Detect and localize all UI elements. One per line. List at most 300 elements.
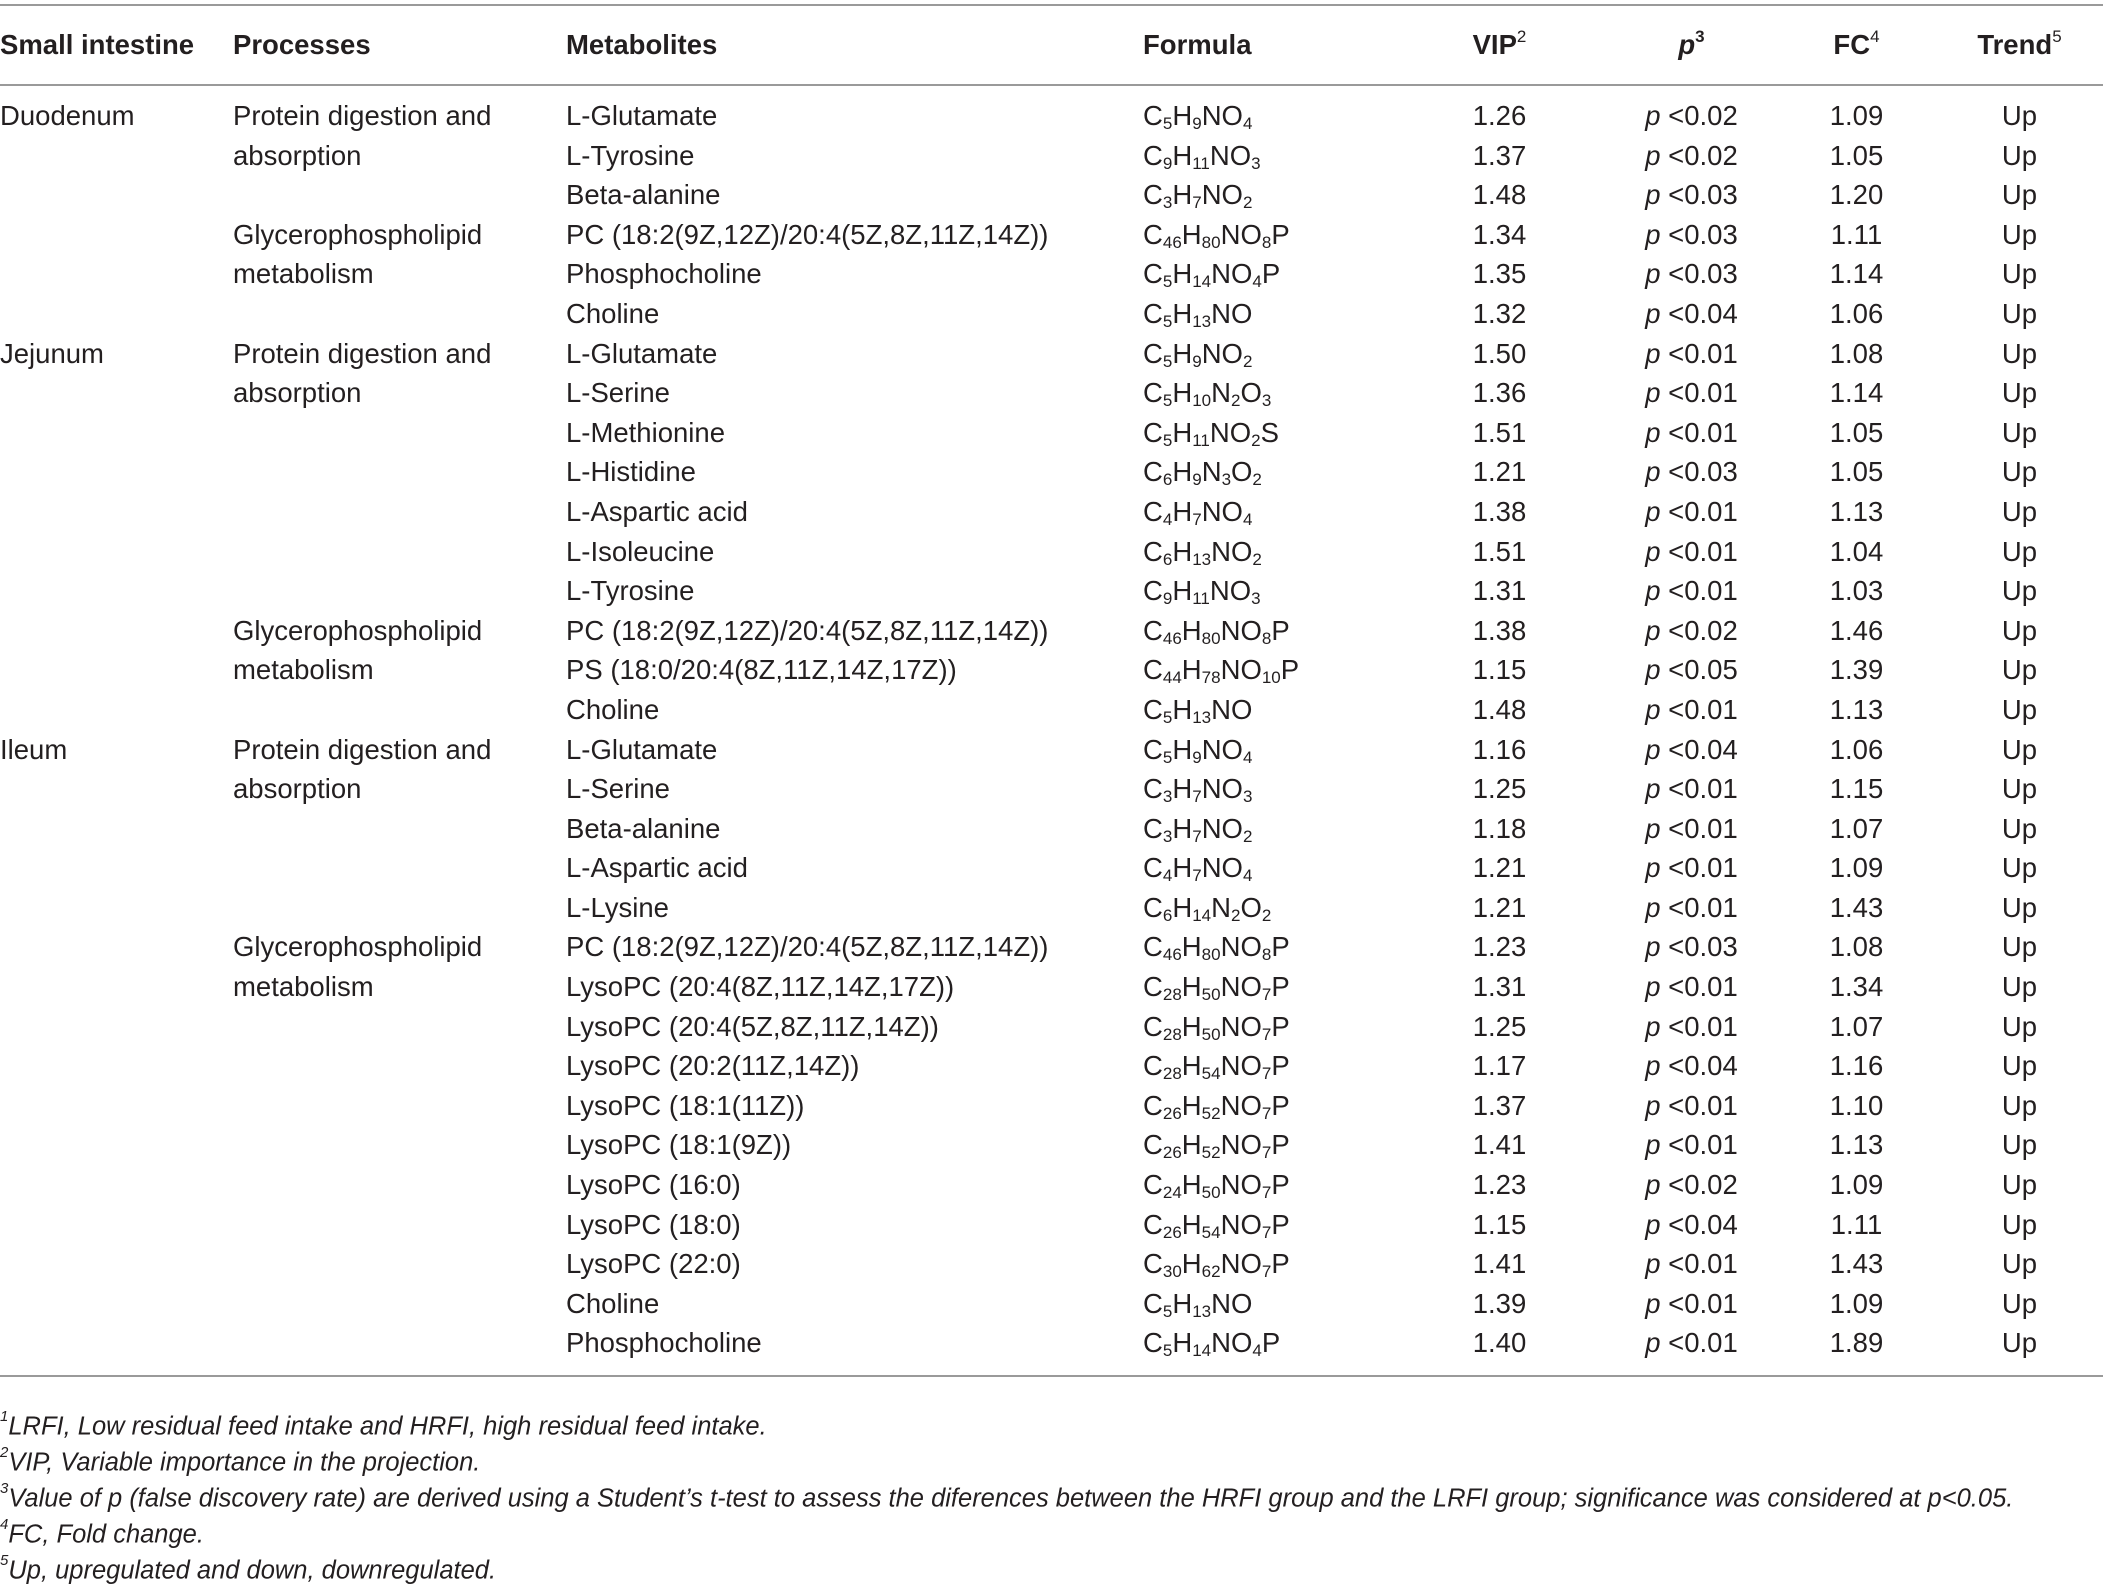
header-vip-label: VIP (1472, 29, 1517, 61)
formula-element: H (1172, 773, 1193, 805)
formula-element: H (1172, 891, 1193, 923)
vip-cell: 1.51 (1472, 416, 1527, 448)
fc-cell: 1.04 (1829, 535, 1884, 567)
p-threshold: <0.04 (1668, 297, 1738, 329)
metabolite-cell: L-Lysine (566, 891, 669, 923)
formula-subscript: 54 (1201, 1064, 1221, 1084)
fc-cell: 1.13 (1829, 495, 1884, 527)
formula-element: C (1143, 654, 1163, 686)
formula-subscript: 4 (1242, 509, 1253, 529)
vip-cell: 1.50 (1472, 337, 1527, 369)
formula-element: C (1143, 733, 1163, 765)
formula-element: C (1143, 297, 1163, 329)
vip-cell: 1.21 (1472, 456, 1527, 488)
bottom-rule (0, 1363, 2103, 1376)
formula-cell (1143, 1284, 1393, 1324)
fc-cell: 1.43 (1829, 891, 1884, 923)
formula-cell (1143, 413, 1393, 453)
header-formula-label: Formula (1143, 29, 1252, 60)
p-value-cell (1606, 96, 1777, 136)
formula-subscript: 2 (1231, 391, 1241, 411)
formula-subscript: 46 (1162, 945, 1182, 965)
p-value-cell (1606, 690, 1777, 730)
p-value-cell (1606, 1165, 1777, 1205)
formula-element: C (1143, 1050, 1163, 1082)
formula-element: P (1261, 1327, 1281, 1359)
metabolite-cell: L-Serine (566, 773, 670, 805)
vip-cell: 1.31 (1472, 971, 1527, 1003)
p-symbol: p (1645, 1248, 1661, 1280)
p-threshold: <0.03 (1668, 258, 1738, 290)
formula-subscript: 26 (1162, 1103, 1182, 1123)
trend-cell: Up (2001, 852, 2038, 884)
formula-cell (1143, 532, 1393, 572)
formula-element: C (1143, 1208, 1163, 1240)
p-threshold: <0.01 (1668, 575, 1738, 607)
p-threshold: <0.01 (1668, 535, 1738, 567)
p-value-cell (1606, 413, 1777, 453)
formula-subscript: 4 (1252, 1341, 1262, 1361)
formula-element: NO (1220, 1169, 1262, 1201)
footnote-text: Up, upregulated and down, downregulated. (8, 1556, 497, 1585)
p-threshold: <0.01 (1668, 1089, 1738, 1121)
footnote-text: LRFI, Low residual feed intake and HRFI, high residual feed intake. (8, 1412, 767, 1441)
formula-element: N (1211, 891, 1232, 923)
p-threshold: <0.01 (1668, 377, 1738, 409)
formula-subscript: 4 (1162, 866, 1173, 886)
formula-subscript: 2 (1242, 826, 1253, 846)
trend-cell: Up (2001, 456, 2038, 488)
metabolite-cell: Phosphocholine (566, 1327, 762, 1359)
trend-cell: Up (2001, 1169, 2038, 1201)
formula-element: H (1172, 139, 1193, 171)
formula-element: H (1181, 1010, 1202, 1042)
p-symbol: p (1645, 337, 1661, 369)
trend-cell: Up (2001, 218, 2038, 250)
formula-element: NO (1220, 931, 1262, 963)
formula-element: NO (1211, 535, 1253, 567)
formula-element: H (1172, 852, 1193, 884)
trend-cell: Up (2001, 773, 2038, 805)
formula-subscript: 3 (1261, 391, 1272, 411)
p-threshold: <0.03 (1668, 179, 1738, 211)
footnote-mark: 5 (0, 1552, 9, 1569)
fc-cell: 1.05 (1829, 139, 1884, 171)
process-cell: Protein digestion and absorption (233, 100, 492, 171)
p-threshold: <0.03 (1668, 931, 1738, 963)
formula-subscript: 3 (1251, 153, 1261, 173)
formula-subscript: 9 (1192, 114, 1202, 133)
p-value-cell (1606, 215, 1777, 255)
footnote (0, 1439, 2103, 1475)
p-value-cell (1606, 571, 1777, 611)
formula-subscript: 4 (1162, 509, 1173, 529)
fc-cell: 1.08 (1829, 931, 1884, 963)
metabolite-cell: Choline (566, 693, 660, 725)
header-metabolites-label: Metabolites (566, 29, 718, 60)
formula-element: H (1181, 1129, 1202, 1161)
formula-element: NO (1201, 100, 1243, 131)
fc-cell: 1.08 (1829, 337, 1884, 369)
formula-element: H (1181, 1248, 1202, 1280)
p-threshold: <0.01 (1668, 891, 1738, 923)
formula-subscript: 2 (1242, 351, 1253, 371)
formula-subscript: 5 (1162, 1341, 1173, 1361)
formula-subscript: 11 (1192, 430, 1210, 450)
footnotes (0, 1403, 2103, 1583)
p-value-cell (1606, 730, 1777, 770)
formula-element: H (1181, 1208, 1202, 1240)
formula-element: H (1172, 693, 1193, 725)
formula-element: S (1260, 416, 1279, 448)
formula-element: H (1172, 575, 1193, 607)
fc-cell: 1.14 (1829, 377, 1884, 409)
formula-cell (1143, 452, 1393, 492)
p-value-cell (1606, 492, 1777, 532)
formula-element: C (1143, 931, 1163, 963)
formula-element: O (1231, 456, 1253, 488)
p-threshold: <0.01 (1668, 1327, 1738, 1359)
trend-cell: Up (2001, 1010, 2038, 1042)
formula-subscript: 2 (1252, 470, 1262, 490)
formula-subscript: 5 (1162, 351, 1173, 371)
header-vip (1393, 5, 1606, 85)
p-value-cell (1606, 1244, 1777, 1284)
formula-subscript: 6 (1162, 549, 1173, 569)
vip-cell: 1.21 (1472, 852, 1527, 884)
trend-cell: Up (2001, 654, 2038, 686)
formula-subscript: 8 (1261, 945, 1272, 965)
formula-subscript: 7 (1261, 1143, 1272, 1163)
fc-cell: 1.07 (1829, 1010, 1884, 1042)
formula-cell (1143, 967, 1393, 1007)
p-symbol: p (1645, 1169, 1661, 1201)
vip-cell: 1.36 (1472, 377, 1527, 409)
formula-subscript: 46 (1162, 232, 1182, 252)
p-symbol: p (1645, 971, 1661, 1003)
trend-cell: Up (2001, 1327, 2038, 1359)
vip-cell: 1.23 (1472, 1169, 1527, 1201)
formula-element: H (1181, 1169, 1202, 1201)
fc-cell: 1.13 (1829, 1129, 1884, 1161)
formula-subscript: 78 (1201, 668, 1221, 688)
formula-subscript: 7 (1261, 1024, 1272, 1044)
vip-cell: 1.40 (1472, 1327, 1527, 1359)
formula-element: P (1271, 1010, 1290, 1042)
p-threshold: <0.01 (1668, 416, 1738, 448)
p-symbol: p (1645, 495, 1661, 527)
metabolite-cell: L-Tyrosine (566, 139, 695, 171)
fc-cell: 1.09 (1829, 100, 1884, 131)
table-row (0, 730, 2103, 770)
formula-cell (1143, 690, 1393, 730)
bottom-rule-row (0, 1363, 2103, 1376)
trend-cell: Up (2001, 931, 2038, 963)
formula-element: H (1172, 179, 1193, 211)
segment-cell: Duodenum (0, 100, 135, 131)
table-body (0, 85, 2103, 1376)
vip-cell: 1.48 (1472, 693, 1527, 725)
formula-subscript: 13 (1192, 707, 1212, 727)
formula-subscript: 24 (1162, 1183, 1182, 1203)
formula-subscript: 2 (1261, 905, 1272, 925)
p-threshold: <0.02 (1668, 139, 1738, 171)
formula-cell (1143, 1205, 1393, 1245)
p-symbol: p (1645, 812, 1661, 844)
formula-cell (1143, 1323, 1393, 1363)
trend-cell: Up (2001, 733, 2038, 765)
formula-subscript: 80 (1201, 628, 1221, 648)
formula-element: H (1181, 218, 1202, 250)
vip-cell: 1.35 (1472, 258, 1527, 290)
p-value-cell (1606, 809, 1777, 849)
metabolite-cell: Beta-alanine (566, 179, 721, 211)
formula-element: NO (1220, 614, 1262, 646)
trend-cell: Up (2001, 100, 2038, 131)
formula-element: P (1271, 614, 1290, 646)
p-value-cell (1606, 611, 1777, 651)
process-cell: Glycerophospholipid metabolism (233, 931, 483, 1003)
formula-element: NO (1201, 495, 1243, 527)
formula-subscript: 7 (1192, 866, 1202, 886)
formula-element: O (1240, 377, 1262, 409)
formula-element: P (1271, 218, 1290, 250)
footnote (0, 1475, 2103, 1511)
formula-cell (1143, 650, 1393, 690)
process-cell: Glycerophospholipid metabolism (233, 218, 483, 290)
p-threshold: <0.03 (1668, 218, 1738, 250)
formula-subscript: 3 (1162, 193, 1173, 213)
formula-subscript: 52 (1201, 1143, 1221, 1163)
formula-subscript: 7 (1192, 787, 1202, 807)
formula-subscript: 3 (1221, 470, 1232, 490)
header-small-intestine (0, 5, 233, 85)
formula-subscript: 7 (1192, 509, 1202, 529)
formula-element: C (1143, 218, 1163, 250)
formula-cell (1143, 571, 1393, 611)
p-symbol: p (1645, 614, 1661, 646)
formula-subscript: 80 (1201, 945, 1221, 965)
p-symbol: p (1645, 179, 1661, 211)
vip-cell: 1.15 (1472, 654, 1527, 686)
trend-cell: Up (2001, 693, 2038, 725)
formula-cell (1143, 294, 1393, 334)
fc-cell: 1.39 (1829, 654, 1884, 686)
formula-element: C (1143, 100, 1163, 131)
metabolite-cell: L-Glutamate (566, 733, 718, 765)
p-threshold: <0.05 (1668, 654, 1738, 686)
formula-element: H (1181, 931, 1202, 963)
fc-cell: 1.46 (1829, 614, 1884, 646)
p-symbol: p (1645, 297, 1661, 329)
formula-subscript: 4 (1242, 866, 1253, 886)
footnote-mark: 2 (0, 1444, 9, 1461)
formula-subscript: 9 (1162, 589, 1173, 609)
vip-cell: 1.23 (1472, 931, 1527, 963)
fc-cell: 1.15 (1829, 773, 1884, 805)
formula-element: C (1143, 693, 1163, 725)
formula-subscript: 13 (1192, 549, 1212, 569)
formula-subscript: 2 (1252, 549, 1262, 569)
formula-element: NO (1201, 733, 1243, 765)
fc-cell: 1.10 (1829, 1089, 1884, 1121)
p-threshold: <0.03 (1668, 456, 1738, 488)
formula-element: H (1172, 812, 1193, 844)
trend-cell: Up (2001, 812, 2038, 844)
formula-subscript: 6 (1162, 470, 1173, 490)
formula-element: H (1172, 100, 1193, 131)
formula-subscript: 4 (1242, 114, 1253, 133)
p-symbol: p (1645, 1287, 1661, 1319)
header-p-superscript: 3 (1695, 26, 1705, 46)
footnote (0, 1511, 2103, 1547)
formula-element: H (1172, 495, 1193, 527)
formula-subscript: 62 (1201, 1262, 1221, 1282)
formula-cell (1143, 611, 1393, 651)
vip-cell: 1.15 (1472, 1208, 1527, 1240)
p-threshold: <0.01 (1668, 812, 1738, 844)
formula-cell (1143, 1086, 1393, 1126)
p-value-cell (1606, 848, 1777, 888)
formula-element: H (1172, 416, 1193, 448)
p-threshold: <0.01 (1668, 1010, 1738, 1042)
p-value-cell (1606, 175, 1777, 215)
formula-element: P (1271, 1208, 1290, 1240)
formula-element: P (1271, 1050, 1290, 1082)
trend-cell: Up (2001, 614, 2038, 646)
formula-subscript: 26 (1162, 1143, 1182, 1163)
p-threshold: <0.01 (1668, 495, 1738, 527)
formula-element: H (1181, 1050, 1202, 1082)
metabolite-cell: Choline (566, 297, 660, 329)
vip-cell: 1.17 (1472, 1050, 1527, 1082)
header-processes (233, 5, 566, 85)
formula-subscript: 5 (1162, 311, 1173, 331)
metabolite-cell: L-Isoleucine (566, 535, 715, 567)
p-threshold: <0.04 (1668, 733, 1738, 765)
formula-subscript: 5 (1162, 272, 1173, 292)
formula-element: C (1143, 377, 1163, 409)
formula-subscript: 2 (1231, 905, 1241, 925)
metabolite-cell: L-Glutamate (566, 100, 718, 131)
formula-element: NO (1220, 1010, 1262, 1042)
formula-element: H (1181, 614, 1202, 646)
vip-cell: 1.21 (1472, 891, 1527, 923)
metabolite-cell: L-Methionine (566, 416, 725, 448)
p-value-cell (1606, 967, 1777, 1007)
formula-subscript: 11 (1192, 153, 1210, 173)
fc-cell: 1.03 (1829, 575, 1884, 607)
formula-cell (1143, 769, 1393, 809)
table-row (0, 334, 2103, 374)
formula-subscript: 14 (1192, 1341, 1212, 1361)
footnote (0, 1547, 2103, 1583)
table-header (0, 5, 2103, 85)
formula-element: NO (1211, 297, 1253, 329)
formula-subscript: 50 (1201, 1183, 1221, 1203)
trend-cell: Up (2001, 891, 2038, 923)
formula-subscript: 7 (1261, 1262, 1272, 1282)
formula-subscript: 8 (1261, 232, 1272, 252)
formula-cell (1143, 96, 1393, 136)
formula-cell (1143, 492, 1393, 532)
formula-subscript: 2 (1251, 430, 1261, 450)
vip-cell: 1.34 (1472, 218, 1527, 250)
formula-cell (1143, 730, 1393, 770)
metabolite-cell: LysoPC (16:0) (566, 1169, 741, 1201)
fc-cell: 1.09 (1829, 852, 1884, 884)
vip-cell: 1.26 (1472, 100, 1527, 131)
formula-element: C (1143, 535, 1163, 567)
formula-element: C (1143, 614, 1163, 646)
formula-element: C (1143, 456, 1163, 488)
p-symbol: p (1645, 377, 1661, 409)
formula-subscript: 7 (1261, 1222, 1272, 1242)
formula-element: NO (1220, 218, 1262, 250)
formula-subscript: 9 (1192, 470, 1202, 490)
formula-subscript: 9 (1162, 153, 1173, 173)
header-processes-label: Processes (233, 29, 371, 60)
p-symbol: p (1645, 891, 1661, 923)
fc-cell: 1.07 (1829, 812, 1884, 844)
formula-cell (1143, 136, 1393, 176)
formula-element: C (1143, 337, 1163, 369)
fc-cell: 1.13 (1829, 693, 1884, 725)
formula-subscript: 50 (1201, 985, 1221, 1005)
trend-cell: Up (2001, 258, 2038, 290)
trend-cell: Up (2001, 377, 2038, 409)
vip-cell: 1.37 (1472, 1089, 1527, 1121)
segment-cell: Jejunum (0, 337, 104, 369)
vip-cell: 1.32 (1472, 297, 1527, 329)
formula-subscript: 14 (1192, 905, 1212, 925)
metabolite-cell: LysoPC (18:0) (566, 1208, 741, 1240)
formula-element: NO (1211, 693, 1253, 725)
formula-element: NO (1220, 1248, 1262, 1280)
p-value-cell (1606, 927, 1777, 967)
formula-subscript: 44 (1162, 668, 1182, 688)
formula-element: H (1172, 1287, 1193, 1319)
trend-cell: Up (2001, 139, 2038, 171)
metabolite-cell: L-Glutamate (566, 337, 718, 369)
formula-element: C (1143, 1248, 1163, 1280)
metabolite-cell: LysoPC (18:1(9Z)) (566, 1129, 792, 1161)
footnote-text: Value of p (false discovery rate) are derived using a Student’s t-test to assess the diferences between the HRFI group and the LRFI group; significance was considered at p<0.05. (8, 1484, 2014, 1513)
vip-cell: 1.41 (1472, 1248, 1527, 1280)
p-symbol: p (1645, 1129, 1661, 1161)
header-trend-superscript: 5 (2052, 26, 2062, 46)
formula-element: H (1181, 654, 1202, 686)
vip-cell: 1.38 (1472, 495, 1527, 527)
formula-cell (1143, 1125, 1393, 1165)
p-symbol: p (1645, 258, 1661, 290)
formula-subscript: 80 (1201, 232, 1221, 252)
formula-subscript: 7 (1261, 985, 1272, 1005)
formula-subscript: 5 (1162, 430, 1173, 450)
p-value-cell (1606, 1046, 1777, 1086)
p-threshold: <0.02 (1668, 100, 1738, 131)
table-row (0, 611, 2103, 651)
formula-element: P (1280, 654, 1300, 686)
formula-cell (1143, 848, 1393, 888)
formula-element: N (1201, 456, 1222, 488)
p-threshold: <0.01 (1668, 773, 1738, 805)
fc-cell: 1.16 (1829, 1050, 1884, 1082)
fc-cell: 1.09 (1829, 1287, 1884, 1319)
formula-element: NO (1220, 1208, 1262, 1240)
fc-cell: 1.20 (1829, 179, 1884, 211)
formula-element: H (1172, 456, 1193, 488)
